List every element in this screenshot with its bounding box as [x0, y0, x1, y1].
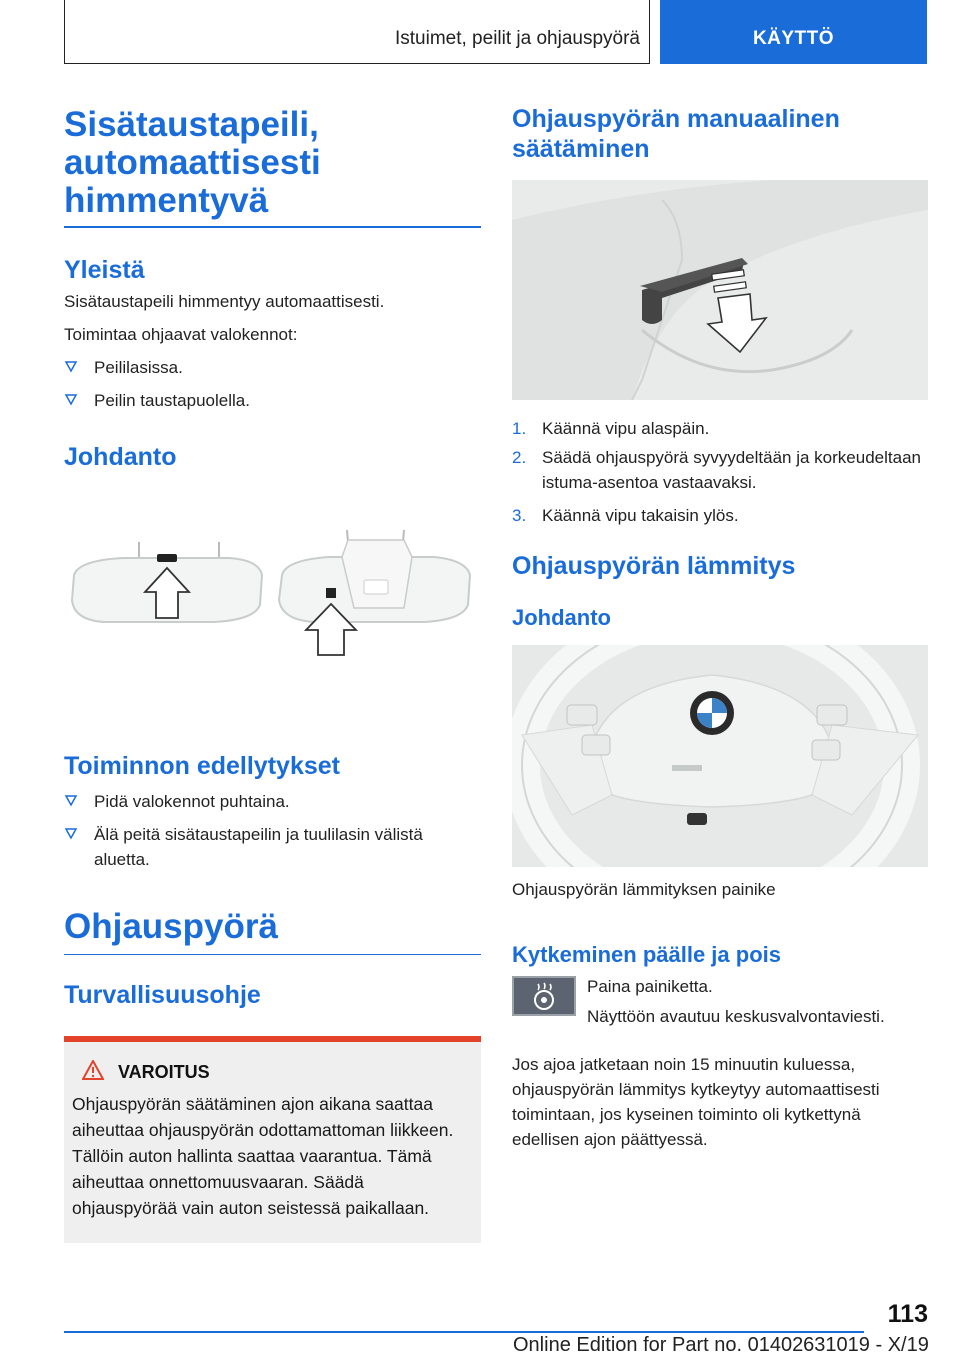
press-button-text: Paina painiketta.: [587, 977, 713, 996]
list-item: [64, 388, 481, 413]
step-list: [512, 416, 928, 528]
mirror-title: [64, 106, 481, 220]
heating-heading: Ohjauspyörän lämmitys: [512, 552, 796, 580]
list-item: [64, 355, 481, 380]
prerequisites-heading: Toiminnon edellytykset: [64, 751, 340, 780]
page-number: 113: [887, 1300, 928, 1328]
manual-adjust-heading-line-2: säätäminen: [512, 135, 650, 163]
list-item: [64, 822, 481, 872]
bullet-triangle-icon: [64, 360, 78, 374]
step-text: Käännä vipu takaisin ylös.: [542, 506, 739, 525]
sensor-item-text: Peililasissa.: [94, 357, 183, 377]
manual-adjust-heading: [512, 104, 928, 164]
step-text: Säädä ohjauspyörä syvyydeltään ja korkeudeltaan istuma-asentoa vastaavaksi.: [542, 448, 921, 492]
steering-wheel-rule: [64, 954, 481, 956]
title-rule: [64, 226, 481, 228]
page-header: [64, 0, 927, 64]
sensors-intro: Toimintaa ohjaavat valokennot:: [64, 324, 298, 344]
step-number: 1.: [512, 419, 527, 438]
bullet-triangle-icon: [64, 827, 78, 841]
left-column: [64, 100, 481, 1243]
footer-edition-text: Online Edition for Part no. 01402631019 - X/19: [513, 1334, 929, 1356]
step-text: Käännä vipu alaspäin.: [542, 419, 710, 438]
right-column: [512, 100, 928, 1152]
warning-box: [64, 1036, 481, 1243]
mirror-illustration: [64, 530, 481, 690]
display-message-text: Näyttöön avautuu keskusvalvontaviesti.: [587, 1007, 885, 1026]
list-item: [512, 445, 928, 495]
warning-text: Ohjauspyörän säätäminen ajon aikana saattaa aiheuttaa ohjauspyörän odottamattoman liikkeen. Tällöin auton hallinta saattaa vaarantua. Tämä aiheuttaa onnettomuusvaaran. Säädä ohjauspyörää vain auton seistessä paikallaan.: [72, 1094, 454, 1218]
on-off-heading: Kytkeminen päälle ja pois: [512, 942, 781, 967]
prereq-item-text: Pidä valokennot puhtaina.: [94, 791, 290, 811]
prereq-item-text: Älä peitä sisätaustapeilin ja tuulilasin välistä aluetta.: [94, 824, 423, 869]
list-item: [64, 789, 481, 814]
intro-heading: Johdanto: [64, 442, 177, 471]
footer-rule: [64, 1331, 864, 1333]
list-item: [512, 416, 928, 441]
auto-activation-text: Jos ajoa jatketaan noin 15 minuutin kuluessa, ohjauspyörän lämmitys kytkeytyy automaattisesti toimintaan, jos kyseinen toiminto oli kytkettynä edellisen ajon päättyessä.: [512, 1055, 880, 1149]
bullet-triangle-icon: [64, 794, 78, 808]
heating-button-row: [512, 976, 928, 1032]
step-number: 2.: [512, 448, 527, 467]
sensor-item-text: Peilin taustapuolella.: [94, 390, 250, 410]
header-chapter-tab: KÄYTTÖ: [660, 0, 927, 64]
steering-wheel-illustration: [512, 645, 928, 867]
warning-title-text: VAROITUS: [118, 1062, 210, 1082]
figure-caption: Ohjauspyörän lämmityksen painike: [512, 880, 776, 899]
warning-title: [72, 1060, 473, 1085]
steering-wheel-heading: Ohjauspyörä: [64, 906, 278, 946]
mirror-title-line-1: Sisätaustapeili,: [64, 105, 319, 144]
general-heading: Yleistä: [64, 255, 145, 284]
general-text: Sisätaustapeili himmentyy automaattisesti.: [64, 291, 385, 311]
heated-steering-wheel-button-icon: [512, 976, 576, 1016]
bullet-triangle-icon: [64, 393, 78, 407]
warning-triangle-icon: [82, 1060, 104, 1085]
mirror-title-line-2: automaattisesti: [64, 143, 321, 182]
list-item: [512, 503, 928, 528]
header-section-title: Istuimet, peilit ja ohjauspyörä: [394, 28, 640, 49]
step-number: 3.: [512, 506, 527, 525]
safety-heading: Turvallisuusohje: [64, 981, 261, 1009]
mirror-title-line-3: himmentyvä: [64, 181, 269, 220]
steering-lever-illustration: [512, 180, 928, 400]
heating-intro-heading: Johdanto: [512, 605, 611, 630]
manual-adjust-heading-line-1: Ohjauspyörän manuaalinen: [512, 105, 840, 133]
